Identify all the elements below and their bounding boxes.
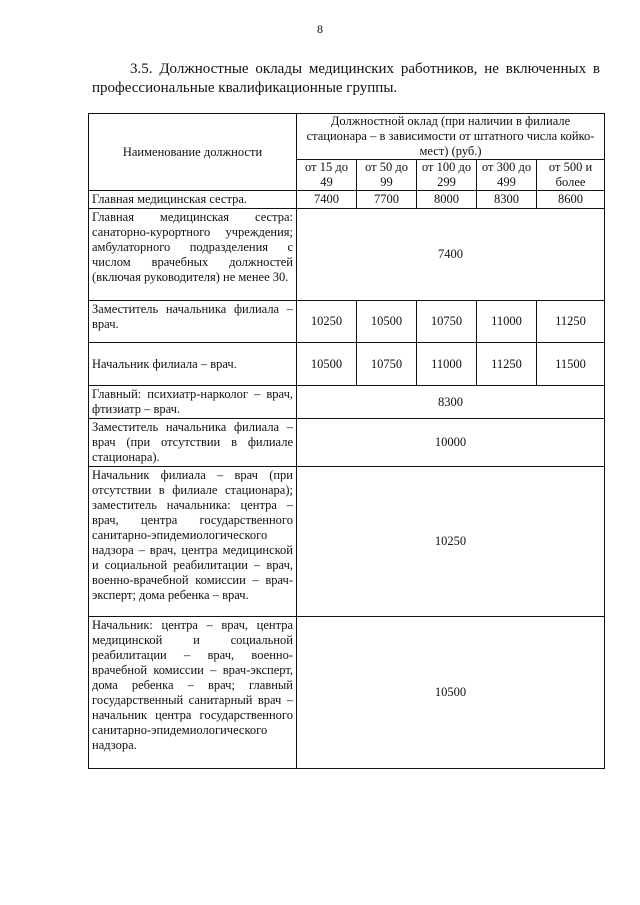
- position-cell: Начальник филиала – врач (при отсутствии в филиале стационара); заместитель начальника: центра – врач, центра государственного санитарно-эпидемиологического надзора – врач, центра медицинской и социальной реабилитации – врач, военно-врачебной комиссии – врач-эксперт; дома ребенка – врач.: [89, 467, 297, 617]
- position-cell: Заместитель начальника филиала – врач (при отсутствии в филиале стационара).: [89, 419, 297, 467]
- salary-cell: 8300: [477, 191, 537, 209]
- page-number: 8: [317, 22, 323, 36]
- position-cell: Главная медицинская сестра: санаторно-курортного учреждения; амбулаторного подразделения с числом врачебных должностей (включая руководителя) не менее 30.: [89, 209, 297, 301]
- section-heading: 3.5. Должностные оклады медицинских работников, не включенных в профессиональные квалификационные группы.: [92, 61, 600, 96]
- salary-cell: 10000: [297, 419, 605, 467]
- salary-cell: 11500: [537, 343, 605, 386]
- table-row: [89, 467, 605, 617]
- table-row: [89, 617, 605, 769]
- salary-cell: 10250: [297, 467, 605, 617]
- salary-cell: 10500: [297, 343, 357, 386]
- range-header: от 100 до 299: [417, 160, 477, 191]
- position-cell: Начальник филиала – врач.: [89, 343, 297, 386]
- range-header: от 50 до 99: [357, 160, 417, 191]
- table-row: [89, 301, 605, 343]
- table-row: [89, 343, 605, 386]
- salary-cell: 11000: [417, 343, 477, 386]
- salary-cell: 10500: [297, 617, 605, 769]
- salary-cell: 10250: [297, 301, 357, 343]
- salary-cell: 8600: [537, 191, 605, 209]
- salary-cell: 11250: [537, 301, 605, 343]
- table-row: [89, 191, 605, 209]
- position-cell: Начальник: центра – врач, центра медицинской и социальной реабилитации – врач, военно-врачебной комиссии – врач-эксперт, дома ребенка – врач; главный государственный санитарный врач – начальник центра государственного санитарно-эпидемиологического надзора.: [89, 617, 297, 769]
- position-column-header: Наименование должности: [89, 114, 297, 191]
- salary-cell: 7700: [357, 191, 417, 209]
- salary-cell: 11000: [477, 301, 537, 343]
- table-row: [89, 209, 605, 301]
- salary-cell: 11250: [477, 343, 537, 386]
- salary-cell: 8300: [297, 386, 605, 419]
- position-cell: Главный: психиатр-нарколог – врач, фтизиатр – врач.: [89, 386, 297, 419]
- salary-cell: 7400: [297, 191, 357, 209]
- position-cell: Заместитель начальника филиала – врач.: [89, 301, 297, 343]
- salary-cell: 10500: [357, 301, 417, 343]
- salary-cell: 10750: [357, 343, 417, 386]
- table-row: [89, 419, 605, 467]
- salary-column-header: Должностной оклад (при наличии в филиале стационара – в зависимости от штатного числа койко-мест) (руб.): [297, 114, 605, 160]
- table-row: [89, 386, 605, 419]
- position-cell: Главная медицинская сестра.: [89, 191, 297, 209]
- range-header: от 15 до 49: [297, 160, 357, 191]
- range-header: от 300 до 499: [477, 160, 537, 191]
- salary-table: [88, 113, 605, 769]
- salary-cell: 7400: [297, 209, 605, 301]
- salary-cell: 8000: [417, 191, 477, 209]
- range-header: от 500 и более: [537, 160, 605, 191]
- salary-cell: 10750: [417, 301, 477, 343]
